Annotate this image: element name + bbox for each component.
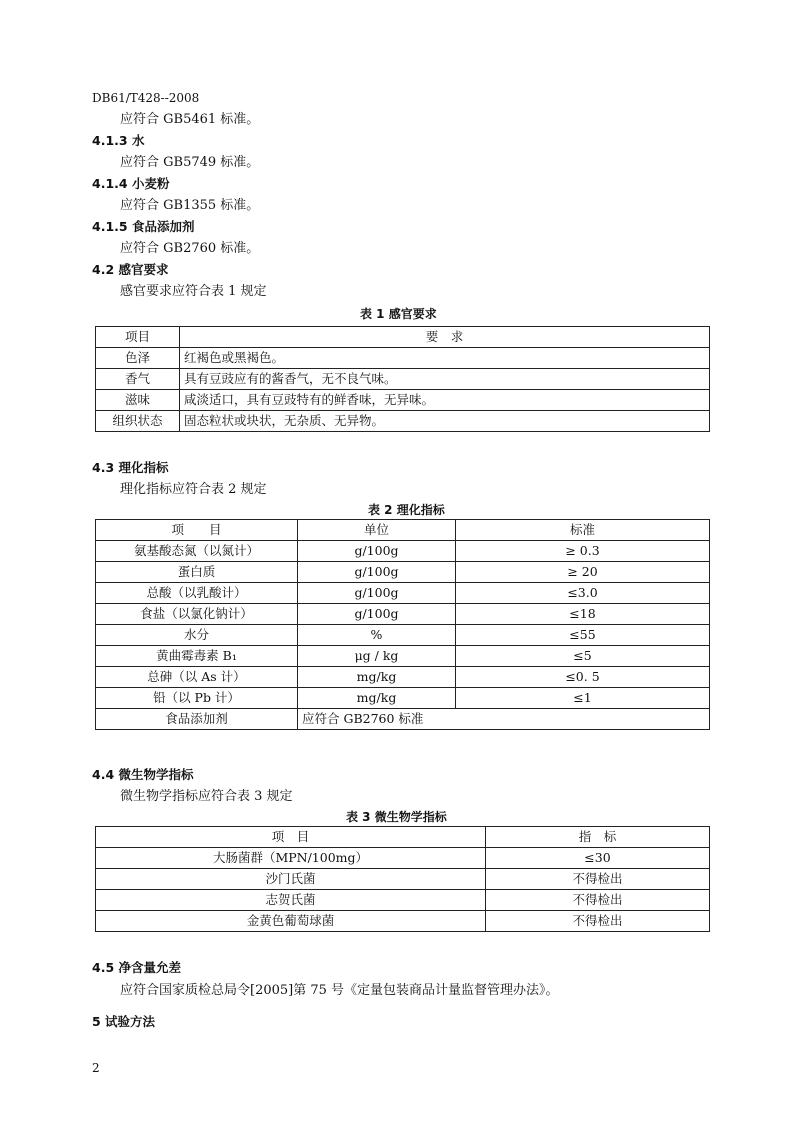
text-line: 应符合 GB1355 标准。 (120, 198, 260, 213)
table-cell: 氨基酸态氮（以氮计） (96, 541, 298, 562)
physicochemical-table (95, 519, 710, 730)
table-cell: ≥ 20 (456, 562, 710, 583)
table-cell: ≤18 (456, 604, 710, 625)
microbiological-table (95, 826, 710, 932)
table-row (96, 369, 710, 390)
table-row (96, 562, 710, 583)
table-row (96, 348, 710, 369)
table-cell: 食盐（以氯化钠计） (96, 604, 298, 625)
table-row (96, 411, 710, 432)
standard-number: DB61/T428--2008 (92, 91, 200, 105)
table-cell: ≤0. 5 (456, 667, 710, 688)
text-line: 应符合国家质检总局令[2005]第 75 号《定量包装商品计量监督管理办法》。 (120, 983, 559, 998)
text-line: 理化指标应符合表 2 规定 (120, 482, 267, 497)
table-cell: g/100g (298, 583, 456, 604)
table-cell: ≤30 (486, 848, 710, 869)
table2-caption: 表 2 理化指标 (368, 503, 445, 517)
section-heading: 5 试验方法 (92, 1014, 156, 1029)
table-cell: 金黄色葡萄球菌 (96, 911, 486, 932)
table-cell: mg/kg (298, 688, 456, 709)
table1-caption: 表 1 感官要求 (360, 307, 437, 321)
section-heading: 4.1.3 水 (92, 133, 145, 148)
table-row (96, 583, 710, 604)
table-row (96, 911, 710, 932)
page-number: 2 (92, 1061, 100, 1075)
table-cell: 红褐色或黑褐色。 (180, 348, 710, 369)
table-row (96, 625, 710, 646)
table-cell: 固态粒状或块状，无杂质、无异物。 (180, 411, 710, 432)
table-row (96, 869, 710, 890)
table-cell: g/100g (298, 604, 456, 625)
text-line: 微生物学指标应符合表 3 规定 (120, 789, 293, 804)
text-line: 应符合 GB5461 标准。 (120, 112, 260, 127)
table-row (96, 709, 710, 730)
table-cell: 香气 (96, 369, 180, 390)
table-cell: % (298, 625, 456, 646)
table-cell: ≤5 (456, 646, 710, 667)
table-row (96, 890, 710, 911)
table-cell: g/100g (298, 541, 456, 562)
table-cell: 滋味 (96, 390, 180, 411)
sensory-table (95, 326, 710, 432)
table-row (96, 667, 710, 688)
section-heading: 4.5 净含量允差 (92, 960, 181, 975)
table-cell: 水分 (96, 625, 298, 646)
header-cell: 标准 (456, 520, 710, 541)
table-cell: μg / kg (298, 646, 456, 667)
table-cell: 咸淡适口，具有豆豉特有的鲜香味，无异味。 (180, 390, 710, 411)
text-line: 感官要求应符合表 1 规定 (120, 284, 267, 299)
table-row (96, 604, 710, 625)
text-line: 应符合 GB5749 标准。 (120, 155, 260, 170)
table-cell: 黄曲霉毒素 B₁ (96, 646, 298, 667)
table-cell: 志贺氏菌 (96, 890, 486, 911)
table-cell: mg/kg (298, 667, 456, 688)
header-cell: 要 求 (180, 327, 710, 348)
table-cell: ≤1 (456, 688, 710, 709)
table-cell: 不得检出 (486, 869, 710, 890)
table-cell: 组织状态 (96, 411, 180, 432)
table-cell: 食品添加剂 (96, 709, 298, 730)
table-cell: ≤55 (456, 625, 710, 646)
table-cell: 总砷（以 As 计） (96, 667, 298, 688)
header-cell: 单位 (298, 520, 456, 541)
table-cell: 不得检出 (486, 890, 710, 911)
section-heading: 4.4 微生物学指标 (92, 767, 194, 782)
table-cell: 应符合 GB2760 标准 (298, 709, 710, 730)
text-line: 应符合 GB2760 标准。 (120, 241, 260, 256)
table-cell: 色泽 (96, 348, 180, 369)
table-row (96, 541, 710, 562)
table-cell: 沙门氏菌 (96, 869, 486, 890)
table-cell: 铅（以 Pb 计） (96, 688, 298, 709)
table-cell: g/100g (298, 562, 456, 583)
header-cell: 项目 (96, 327, 180, 348)
section-heading: 4.1.5 食品添加剂 (92, 219, 195, 234)
table-cell: 总酸（以乳酸计） (96, 583, 298, 604)
header-cell: 项 目 (96, 520, 298, 541)
table-cell: 不得检出 (486, 911, 710, 932)
section-heading: 4.3 理化指标 (92, 460, 169, 475)
table-row (96, 848, 710, 869)
section-heading: 4.2 感官要求 (92, 262, 169, 277)
table-cell: ≤3.0 (456, 583, 710, 604)
header-cell: 项 目 (96, 827, 486, 848)
header-cell: 指 标 (486, 827, 710, 848)
table-cell: 大肠菌群（MPN/100mg） (96, 848, 486, 869)
table-cell: 蛋白质 (96, 562, 298, 583)
table-row (96, 688, 710, 709)
table-cell: 具有豆豉应有的酱香气，无不良气味。 (180, 369, 710, 390)
table-row (96, 646, 710, 667)
table-row (96, 390, 710, 411)
table-cell: ≥ 0.3 (456, 541, 710, 562)
section-heading: 4.1.4 小麦粉 (92, 176, 170, 191)
table3-caption: 表 3 微生物学指标 (346, 810, 447, 824)
